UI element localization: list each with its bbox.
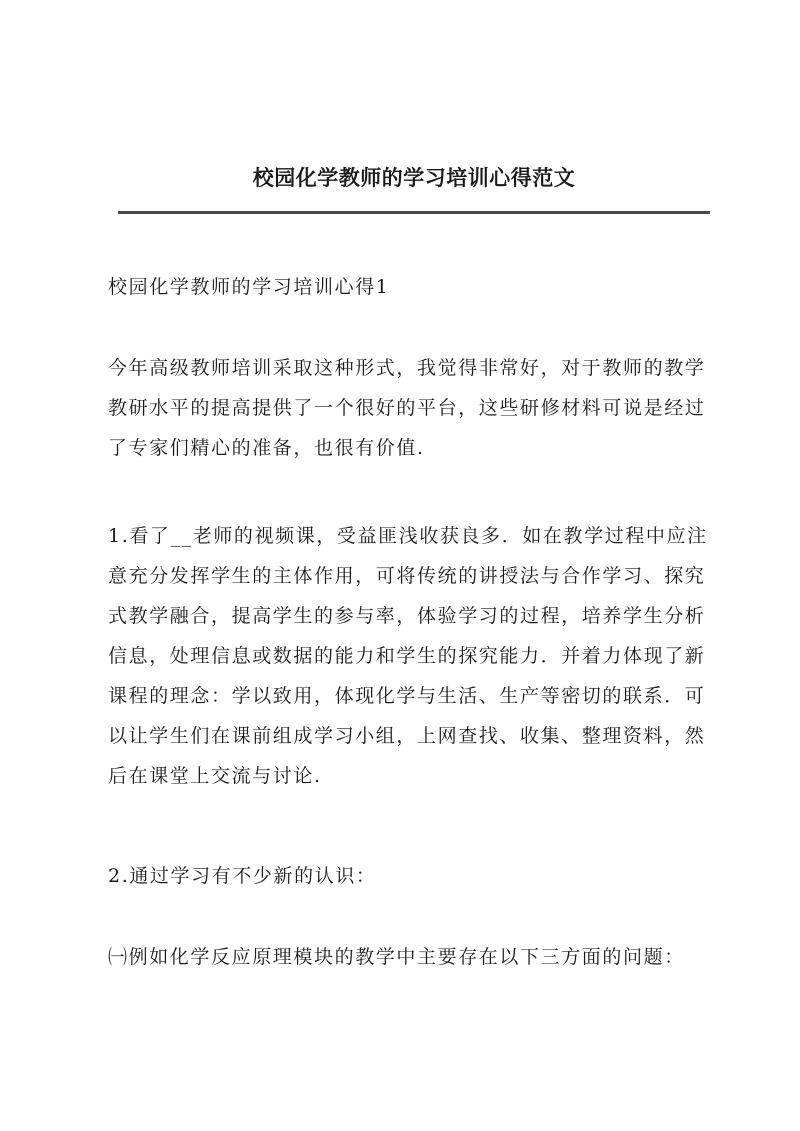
title-underline-rule <box>118 211 710 214</box>
paragraph-subpoint-1: ㈠例如化学反应原理模块的教学中主要存在以下三方面的问题： <box>108 946 685 968</box>
paragraph-point-2: 2.通过学习有不少新的认识： <box>108 865 377 887</box>
document-title: 校园化学教师的学习培训心得范文 <box>252 165 576 190</box>
section-heading: 校园化学教师的学习培训心得1 <box>108 276 390 298</box>
paragraph-intro: 今年高级教师培训采取这种形式，我觉得非常好，对于教师的教学教研水平的提高提供了一个很好的平台，这些研修材料可说是经过了专家们精心的准备，也很有价值. <box>108 357 706 459</box>
paragraph-point-1: 1.看了__老师的视频课，受益匪浅收获良多．如在教学过程中应注意充分发挥学生的主体作用，可将传统的讲授法与合作学习、探究式教学融合，提高学生的参与率，体验学习的过程，培养学生分析信息，处理信息或数据的能力和学生的探究能力．并着力体现了新课程的理念：学以致用，体现化学与生活、生产等密切的联系．可以让学生们在课前组成学习小组，上网查找、收集、整理资料，然后在课堂上交流与讨论. <box>108 525 708 787</box>
